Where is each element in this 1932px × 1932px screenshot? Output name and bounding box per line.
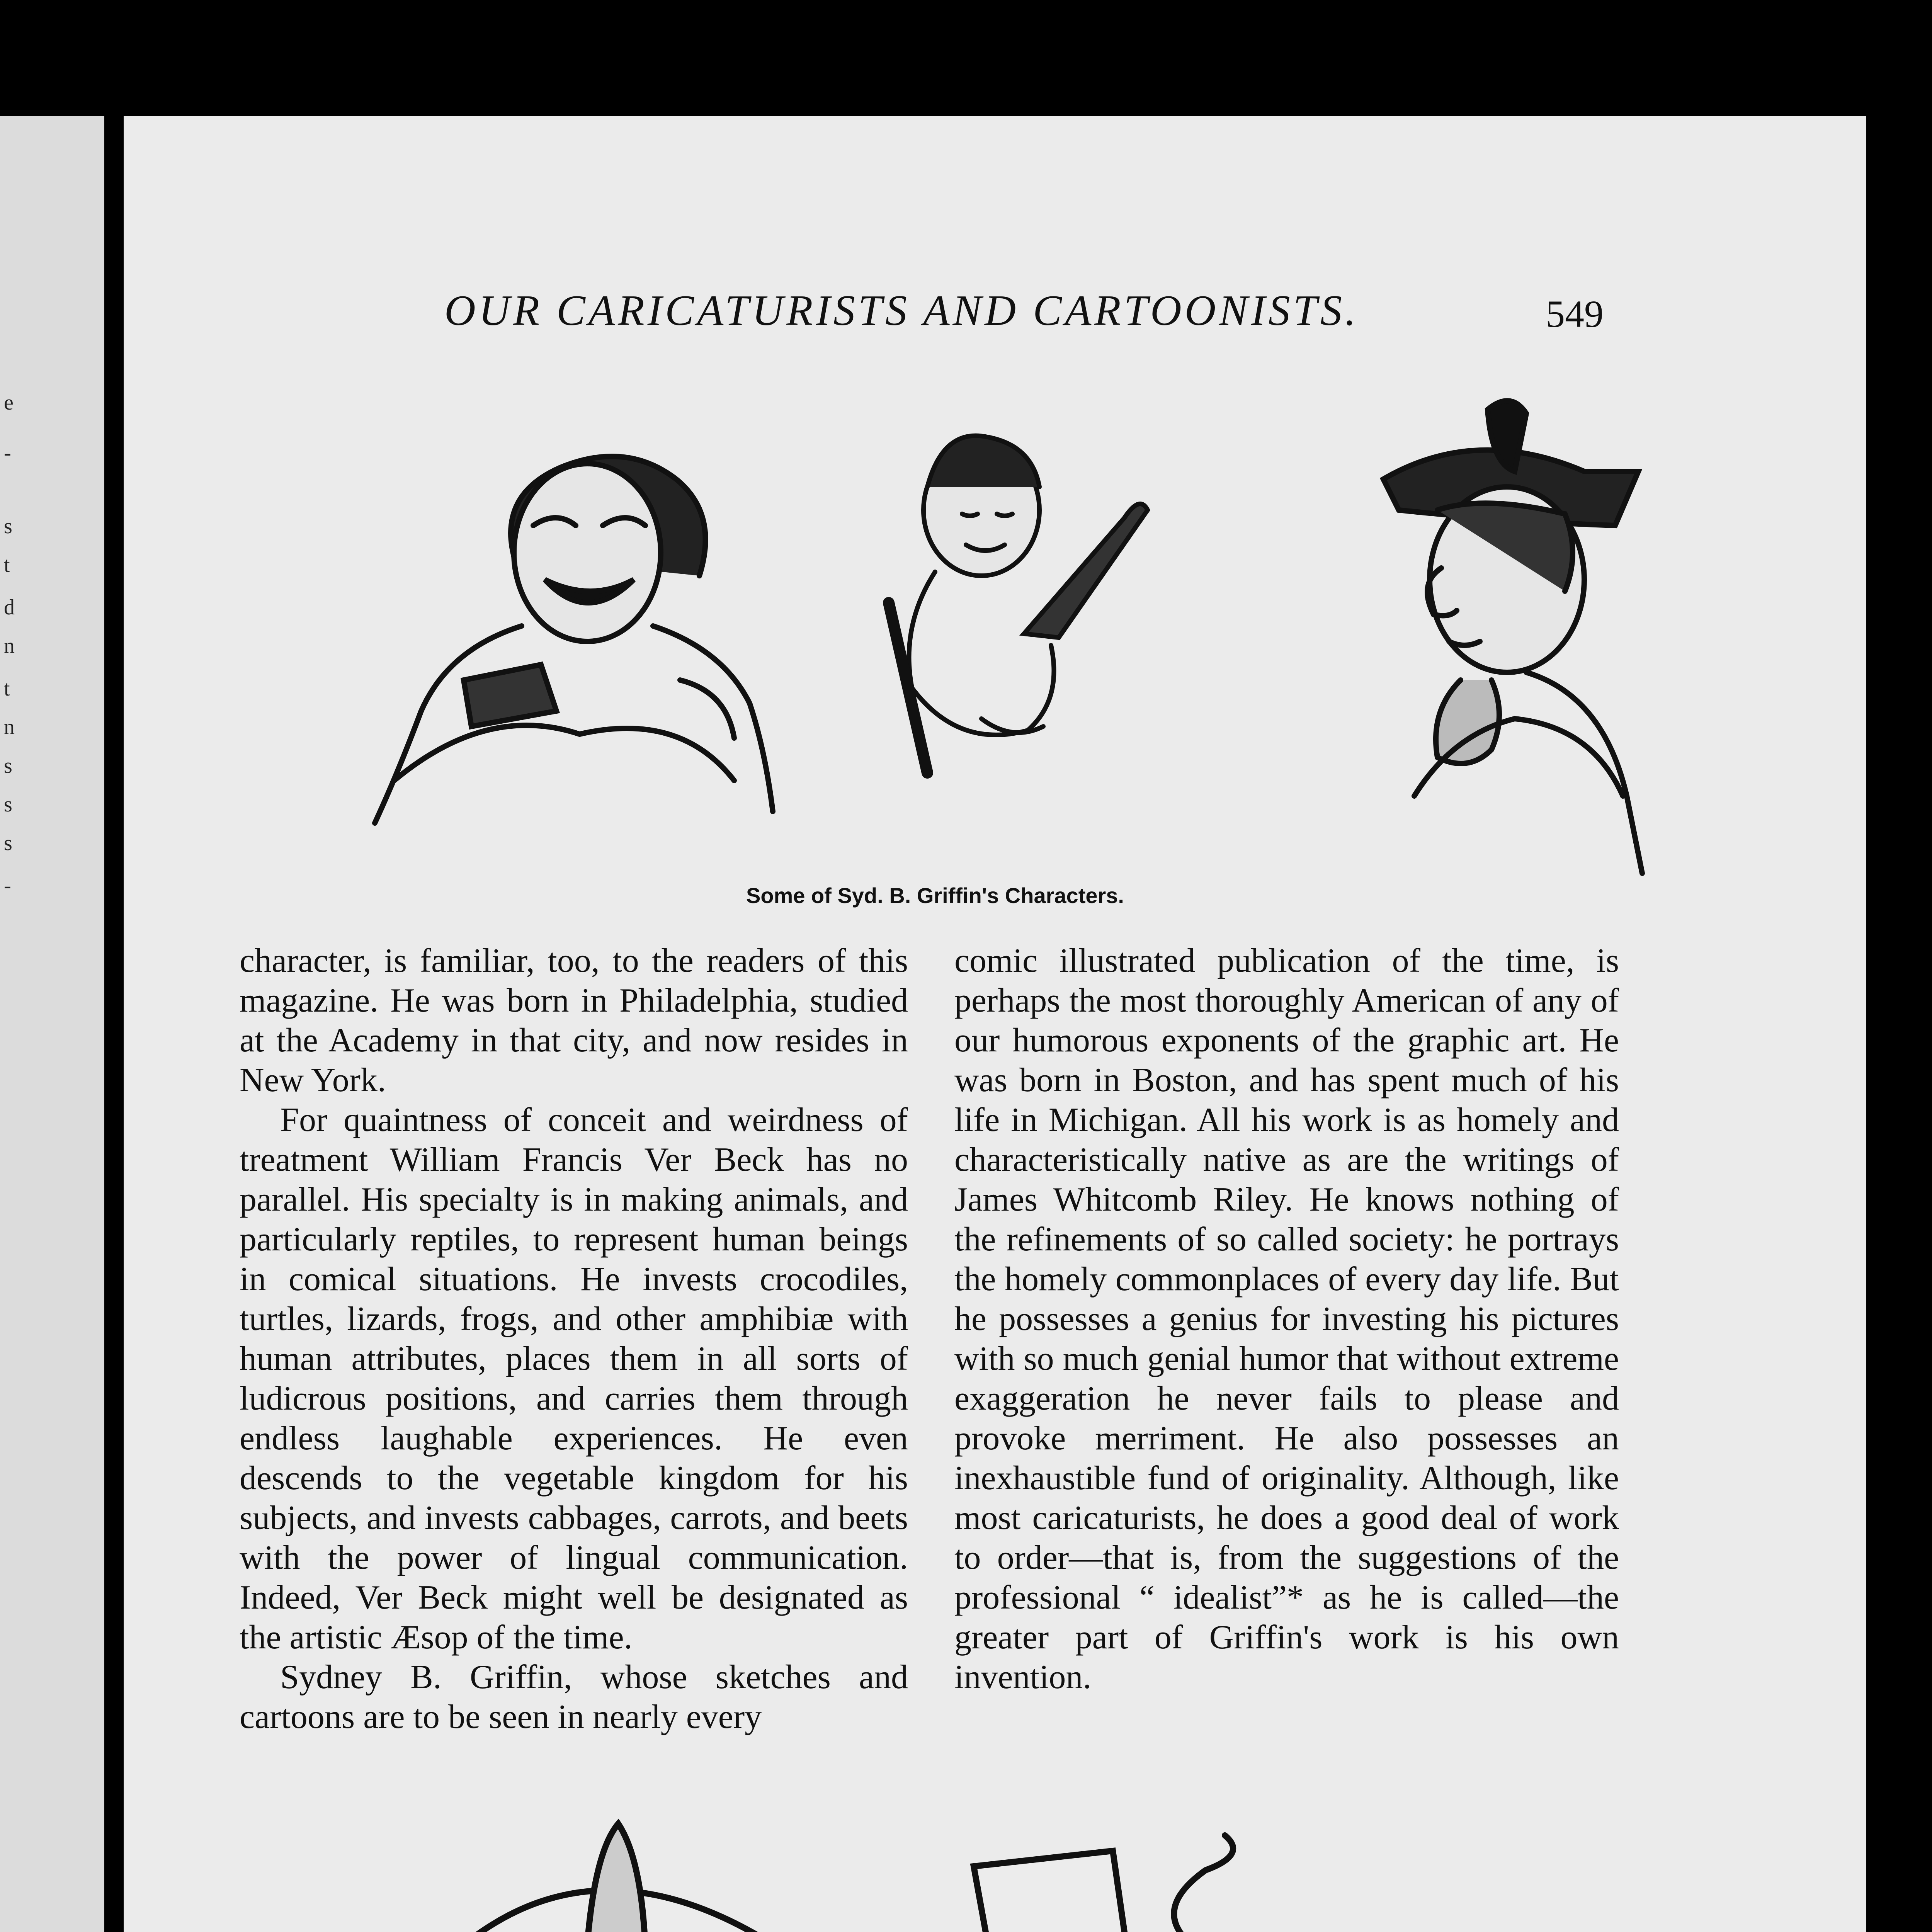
small-figure-with-palette-drawing: [889, 436, 1148, 773]
magazine-page: [124, 116, 1866, 1932]
page-number: 549: [1546, 293, 1604, 335]
running-head: OUR CARICATURISTS AND CARTOONISTS.: [444, 287, 1359, 335]
left-page-edge: [0, 116, 104, 1932]
left-paragraph: For quaintness of conceit and weirdness of treatment William Francis Ver Beck has no parallel. His specialty is in making animals, and particularly reptiles, to represent human beings in comical situations. He invests crocodiles, turtles, lizards, frogs, and other amphibiæ with human attributes, places them in all sorts of ludicrous positions, and carries them through endless laughable experiences. He even descends to the vegetable kingdom for his subjects, and invests cabbages, carrots, and beets with the power of lingual communication. Indeed, Ver Beck might well be designated as the artistic Æsop of the time.: [240, 1101, 908, 1656]
left-page-fragment: s: [4, 754, 12, 778]
laughing-man-drawing: [375, 456, 773, 823]
left-column: [240, 941, 908, 1737]
left-page-fragment: d: [4, 595, 15, 619]
left-page-fragment: n: [4, 715, 15, 739]
left-page-fragment: t: [4, 677, 10, 701]
right-column: [954, 941, 1619, 1697]
left-page-fragment: s: [4, 514, 12, 538]
left-paragraph: Sydney B. Griffin, whose sketches and cartoons are to be seen in nearly every: [240, 1658, 908, 1736]
left-page-fragment: -: [4, 874, 11, 898]
bottom-illustration: [433, 1816, 1592, 1932]
left-paragraph: character, is familiar, too, to the readers of this magazine. He was born in Philadelphia, studied at the Academy in that city, and now resides in New York.: [240, 942, 908, 1099]
left-page-fragment: e: [4, 391, 14, 415]
left-page-fragment: s: [4, 793, 12, 816]
top-figure-caption: Some of Syd. B. Griffin's Characters.: [746, 883, 1124, 908]
man-in-top-hat-drawing: [891, 1835, 1291, 1932]
woman-in-bonnet-drawing: [1383, 401, 1642, 873]
left-page-fragment: -: [4, 441, 11, 465]
left-page-fragment: t: [4, 553, 10, 577]
top-illustration: [348, 386, 1662, 889]
left-page-fragment: n: [4, 634, 15, 658]
left-page-fragment: s: [4, 831, 12, 855]
man-in-sombrero-drawing: [433, 1824, 765, 1932]
right-paragraph: comic illustrated publication of the time, is perhaps the most thoroughly American of any of our humorous exponents of the graphic art. He was born in Boston, and has spent much of his life in Michigan. All his work is as homely and characteristically native as are the writings of James Whitcomb Riley. He knows nothing of the refinements of so called society: he portrays the homely commonplaces of every day life. But he possesses a genius for investing his pictures with so much genial humor that without extreme exaggeration he never fails to please and provoke merriment. He also possesses an inexhaustible fund of originality. Although, like most caricaturists, he does a good deal of work to order—that is, from the suggestions of the professional “ idealist”* as he is called—the greater part of Griffin's work is his own invention.: [954, 942, 1619, 1696]
